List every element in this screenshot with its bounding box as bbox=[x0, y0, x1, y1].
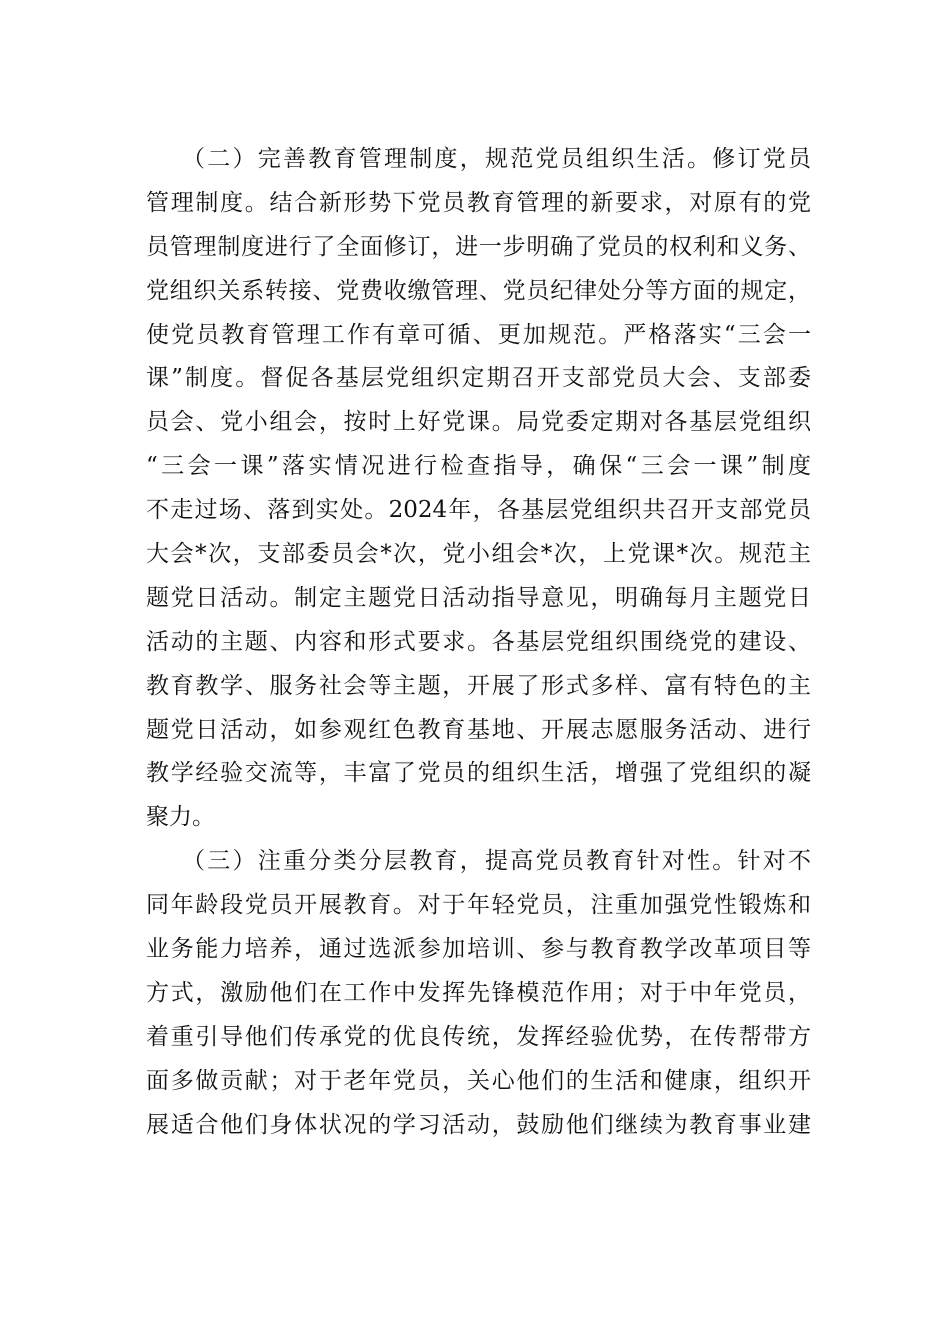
text-line: 题党日活动。制定主题党日活动指导意见，明确每月主题党日 bbox=[146, 584, 811, 611]
text-line: 题党日活动，如参观红色教育基地、开展志愿服务活动、进行 bbox=[146, 716, 811, 743]
paragraph-2 bbox=[146, 138, 811, 840]
text-line: 面多做贡献；对于老年党员，关心他们的生活和健康，组织开 bbox=[146, 1067, 811, 1094]
text-line: 聚力。 bbox=[146, 804, 215, 831]
paragraph-3 bbox=[146, 840, 811, 1147]
text-line: 员会、党小组会，按时上好党课。局党委定期对各基层党组织 bbox=[146, 409, 811, 436]
text-line: 党组织关系转接、党费收缴管理、党员纪律处分等方面的规定， bbox=[146, 277, 811, 304]
text-line: 教育教学、服务社会等主题，开展了形式多样、富有特色的主 bbox=[146, 672, 811, 699]
text-line: 教学经验交流等，丰富了党员的组织生活，增强了党组织的凝 bbox=[146, 760, 811, 787]
text-line: 使党员教育管理工作有章可循、更加规范。严格落实“三会一 bbox=[146, 321, 811, 348]
text-line: 课”制度。督促各基层党组织定期召开支部党员大会、支部委 bbox=[146, 365, 811, 392]
text-line: 员管理制度进行了全面修订，进一步明确了党员的权利和义务、 bbox=[146, 233, 811, 260]
text-line: （三）注重分类分层教育，提高党员教育针对性。针对不 bbox=[182, 848, 811, 875]
body-text bbox=[146, 138, 811, 1147]
text-line: “三会一课”落实情况进行检查指导，确保“三会一课”制度 bbox=[146, 453, 811, 480]
text-line: 同年龄段党员开展教育。对于年轻党员，注重加强党性锻炼和 bbox=[146, 892, 811, 919]
text-line: 活动的主题、内容和形式要求。各基层党组织围绕党的建设、 bbox=[146, 628, 811, 655]
text-line: 管理制度。结合新形势下党员教育管理的新要求，对原有的党 bbox=[146, 189, 811, 216]
text-line: 方式，激励他们在工作中发挥先锋模范作用；对于中年党员， bbox=[146, 979, 811, 1006]
text-line: （二）完善教育管理制度，规范党员组织生活。修订党员 bbox=[182, 146, 811, 172]
text-line: 着重引导他们传承党的优良传统，发挥经验优势，在传帮带方 bbox=[146, 1023, 811, 1050]
text-line: 展适合他们身体状况的学习活动，鼓励他们继续为教育事业建 bbox=[146, 1111, 811, 1138]
text-line: 不走过场、落到实处。2024年，各基层党组织共召开支部党员 bbox=[146, 497, 811, 524]
text-line: 大会*次，支部委员会*次，党小组会*次，上党课*次。规范主 bbox=[146, 541, 811, 568]
text-line: 业务能力培养，通过选派参加培训、参与教育教学改革项目等 bbox=[146, 936, 811, 963]
